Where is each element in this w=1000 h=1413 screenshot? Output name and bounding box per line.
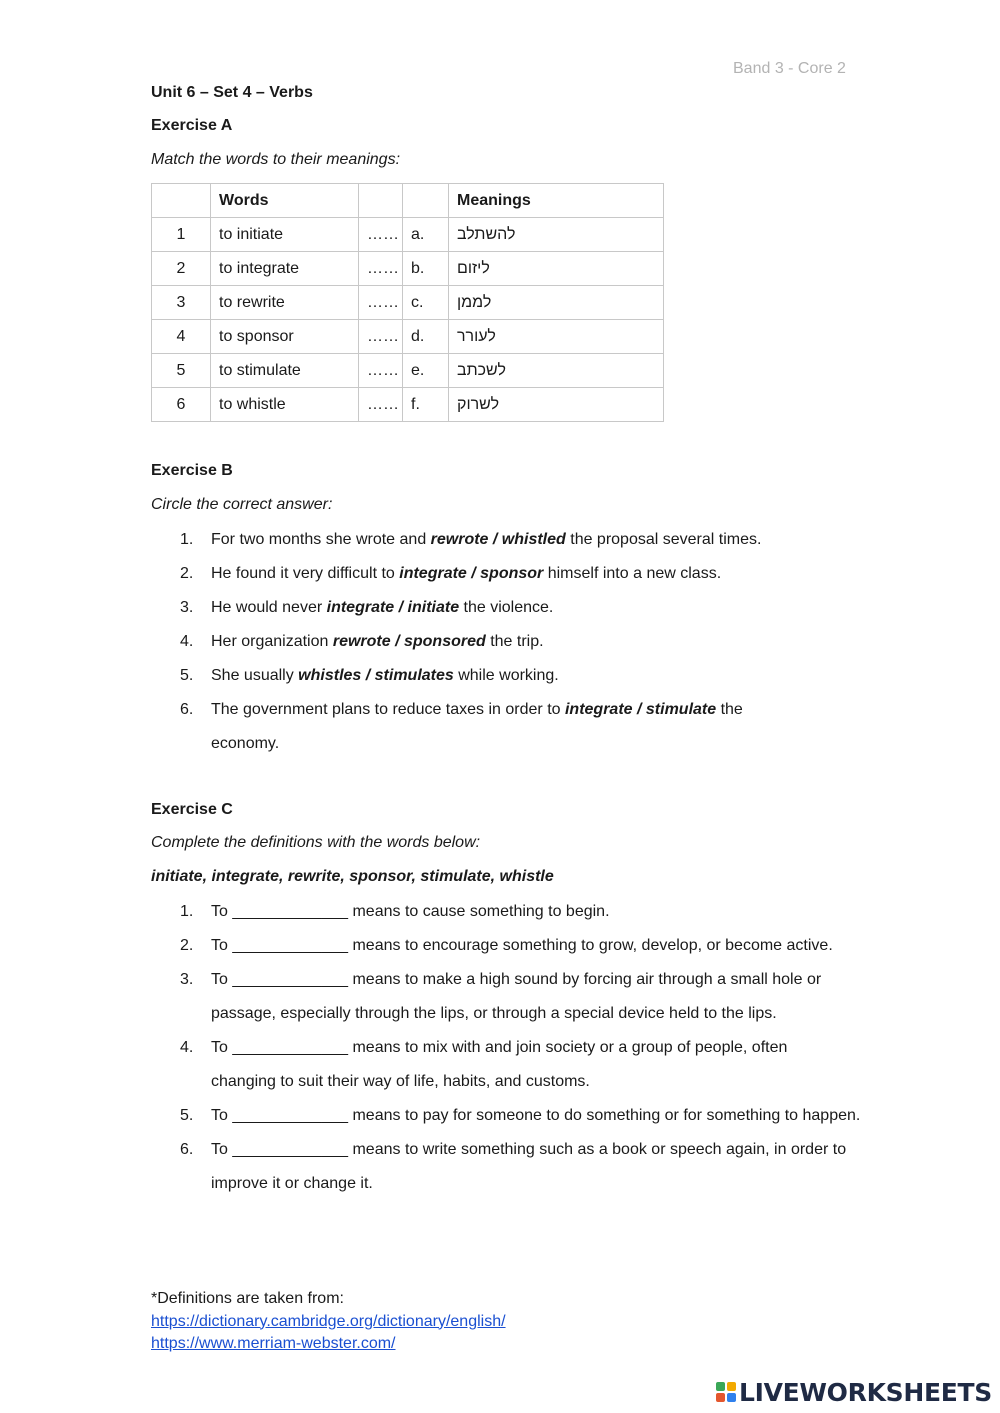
answer-slot[interactable]: …… bbox=[359, 252, 403, 286]
row-letter: e. bbox=[403, 354, 449, 388]
word-bank: initiate, integrate, rewrite, sponsor, stimulate, whistle bbox=[151, 868, 554, 885]
table-row bbox=[152, 388, 664, 422]
item-number: 5. bbox=[180, 1107, 194, 1124]
item-text: To bbox=[211, 971, 233, 988]
item-text: She usually bbox=[211, 667, 299, 684]
answer-choice[interactable]: rewrote / whistled bbox=[430, 531, 566, 548]
answer-choice[interactable]: integrate / stimulate bbox=[564, 701, 717, 718]
answer-choice[interactable]: whistles / stimulates bbox=[298, 667, 454, 684]
row-meaning: לעורר bbox=[449, 320, 664, 354]
logo-square bbox=[716, 1393, 725, 1402]
answer-blank[interactable]: _____________ bbox=[232, 1039, 349, 1056]
list-item bbox=[151, 523, 851, 557]
exercise-c-title: Exercise C bbox=[151, 801, 233, 818]
item-text: means to cause something to begin. bbox=[348, 903, 610, 920]
row-number: 3 bbox=[152, 286, 211, 320]
item-number: 1. bbox=[180, 903, 194, 920]
list-item bbox=[151, 625, 851, 659]
item-text: the trip. bbox=[485, 633, 544, 650]
item-text: To bbox=[211, 1141, 233, 1158]
item-text: the proposal several times. bbox=[565, 531, 762, 548]
logo-text: LIVEWORKSHEETS bbox=[738, 1377, 992, 1407]
matching-table bbox=[151, 183, 664, 422]
answer-blank[interactable]: _____________ bbox=[232, 1141, 349, 1158]
header-cell-dots bbox=[359, 184, 403, 218]
row-word: to integrate bbox=[211, 252, 359, 286]
row-word: to sponsor bbox=[211, 320, 359, 354]
list-item bbox=[151, 895, 851, 929]
header-cell-meanings: Meanings bbox=[449, 184, 664, 218]
item-text: himself into a new class. bbox=[543, 565, 722, 582]
list-item bbox=[151, 1133, 851, 1201]
answer-slot[interactable]: …… bbox=[359, 218, 403, 252]
item-number: 4. bbox=[180, 1039, 194, 1056]
header-cell-num bbox=[152, 184, 211, 218]
item-number: 2. bbox=[180, 565, 194, 582]
table-row bbox=[152, 252, 664, 286]
row-word: to whistle bbox=[211, 388, 359, 422]
list-item bbox=[151, 929, 841, 963]
exercise-b-title: Exercise B bbox=[151, 462, 233, 479]
exercise-b-list bbox=[151, 523, 851, 761]
row-word: to initiate bbox=[211, 218, 359, 252]
cambridge-link[interactable]: https://dictionary.cambridge.org/dictionary/english/ bbox=[151, 1312, 506, 1330]
table-row bbox=[152, 320, 664, 354]
logo-square bbox=[727, 1382, 736, 1391]
list-item bbox=[151, 659, 851, 693]
answer-blank[interactable]: _____________ bbox=[232, 937, 349, 954]
row-number: 1 bbox=[152, 218, 211, 252]
row-number: 5 bbox=[152, 354, 211, 388]
answer-choice[interactable]: rewrote / sponsored bbox=[332, 633, 486, 650]
row-word: to stimulate bbox=[211, 354, 359, 388]
row-meaning: ליזום bbox=[449, 252, 664, 286]
footnote bbox=[151, 1288, 506, 1356]
row-meaning: לשרוק bbox=[449, 388, 664, 422]
row-letter: f. bbox=[403, 388, 449, 422]
exercise-c-list bbox=[151, 895, 861, 1201]
header-cell-letter bbox=[403, 184, 449, 218]
item-number: 3. bbox=[180, 971, 194, 988]
header-cell-words: Words bbox=[211, 184, 359, 218]
list-item bbox=[151, 1031, 851, 1099]
row-letter: d. bbox=[403, 320, 449, 354]
item-number: 2. bbox=[180, 937, 194, 954]
item-text: For two months she wrote and bbox=[211, 531, 431, 548]
item-text: To bbox=[211, 937, 233, 954]
row-meaning: לממן bbox=[449, 286, 664, 320]
table-row bbox=[152, 286, 664, 320]
item-text: means to write something such as a book or speech again, in order to improve it or change it. bbox=[211, 1141, 847, 1192]
exercise-c-instruction: Complete the definitions with the words below: bbox=[151, 834, 481, 851]
item-text: The government plans to reduce taxes in order to bbox=[211, 701, 565, 718]
row-meaning: לשכתב bbox=[449, 354, 664, 388]
item-text: To bbox=[211, 1039, 233, 1056]
item-text: He found it very difficult to bbox=[211, 565, 400, 582]
table-header-row bbox=[152, 184, 664, 218]
logo-square bbox=[716, 1382, 725, 1391]
item-number: 3. bbox=[180, 599, 194, 616]
footnote-label: *Definitions are taken from: bbox=[151, 1290, 344, 1307]
logo-mark-icon bbox=[716, 1382, 736, 1402]
merriam-webster-link[interactable]: https://www.merriam-webster.com/ bbox=[151, 1335, 396, 1352]
item-number: 1. bbox=[180, 531, 194, 548]
answer-slot[interactable]: …… bbox=[359, 286, 403, 320]
answer-choice[interactable]: integrate / sponsor bbox=[399, 565, 544, 582]
item-text: means to encourage something to grow, develop, or become active. bbox=[348, 937, 833, 954]
exercise-a-instruction: Match the words to their meanings: bbox=[151, 151, 401, 168]
exercise-a-title: Exercise A bbox=[151, 117, 233, 134]
item-text: To bbox=[211, 903, 233, 920]
answer-slot[interactable]: …… bbox=[359, 320, 403, 354]
item-number: 6. bbox=[180, 701, 194, 718]
row-word: to rewrite bbox=[211, 286, 359, 320]
row-meaning: להשתלב bbox=[449, 218, 664, 252]
row-letter: c. bbox=[403, 286, 449, 320]
item-text: means to make a high sound by forcing air through a small hole or passage, especially through the lips, or through a special device held to the lips. bbox=[211, 971, 822, 1022]
item-text: while working. bbox=[453, 667, 559, 684]
row-number: 2 bbox=[152, 252, 211, 286]
list-item bbox=[151, 1099, 861, 1133]
item-text: means to mix with and join society or a group of people, often changing to suit their way of life, habits, and customs. bbox=[211, 1039, 788, 1090]
item-text: means to pay for someone to do something or for something to happen. bbox=[348, 1107, 861, 1124]
row-letter: a. bbox=[403, 218, 449, 252]
item-text: He would never bbox=[211, 599, 327, 616]
item-text: To bbox=[211, 1107, 233, 1124]
answer-slot[interactable]: …… bbox=[359, 388, 403, 422]
item-text: the violence. bbox=[459, 599, 554, 616]
item-text: the economy. bbox=[211, 701, 743, 752]
list-item bbox=[151, 963, 851, 1031]
liveworksheets-logo bbox=[716, 1375, 992, 1409]
table-row bbox=[152, 218, 664, 252]
row-number: 6 bbox=[152, 388, 211, 422]
answer-blank[interactable]: _____________ bbox=[232, 1107, 349, 1124]
unit-title: Unit 6 – Set 4 – Verbs bbox=[151, 84, 313, 101]
list-item bbox=[151, 557, 851, 591]
answer-choice[interactable]: integrate / initiate bbox=[326, 599, 460, 616]
row-letter: b. bbox=[403, 252, 449, 286]
row-number: 4 bbox=[152, 320, 211, 354]
header-note: Band 3 - Core 2 bbox=[733, 60, 846, 77]
list-item bbox=[151, 591, 851, 625]
exercise-b-instruction: Circle the correct answer: bbox=[151, 496, 333, 513]
answer-blank[interactable]: _____________ bbox=[232, 903, 349, 920]
item-number: 6. bbox=[180, 1141, 194, 1158]
item-text: Her organization bbox=[211, 633, 333, 650]
answer-slot[interactable]: …… bbox=[359, 354, 403, 388]
item-number: 4. bbox=[180, 633, 194, 650]
table-row bbox=[152, 354, 664, 388]
answer-blank[interactable]: _____________ bbox=[232, 971, 349, 988]
logo-square bbox=[727, 1393, 736, 1402]
item-number: 5. bbox=[180, 667, 194, 684]
list-item bbox=[151, 693, 801, 761]
